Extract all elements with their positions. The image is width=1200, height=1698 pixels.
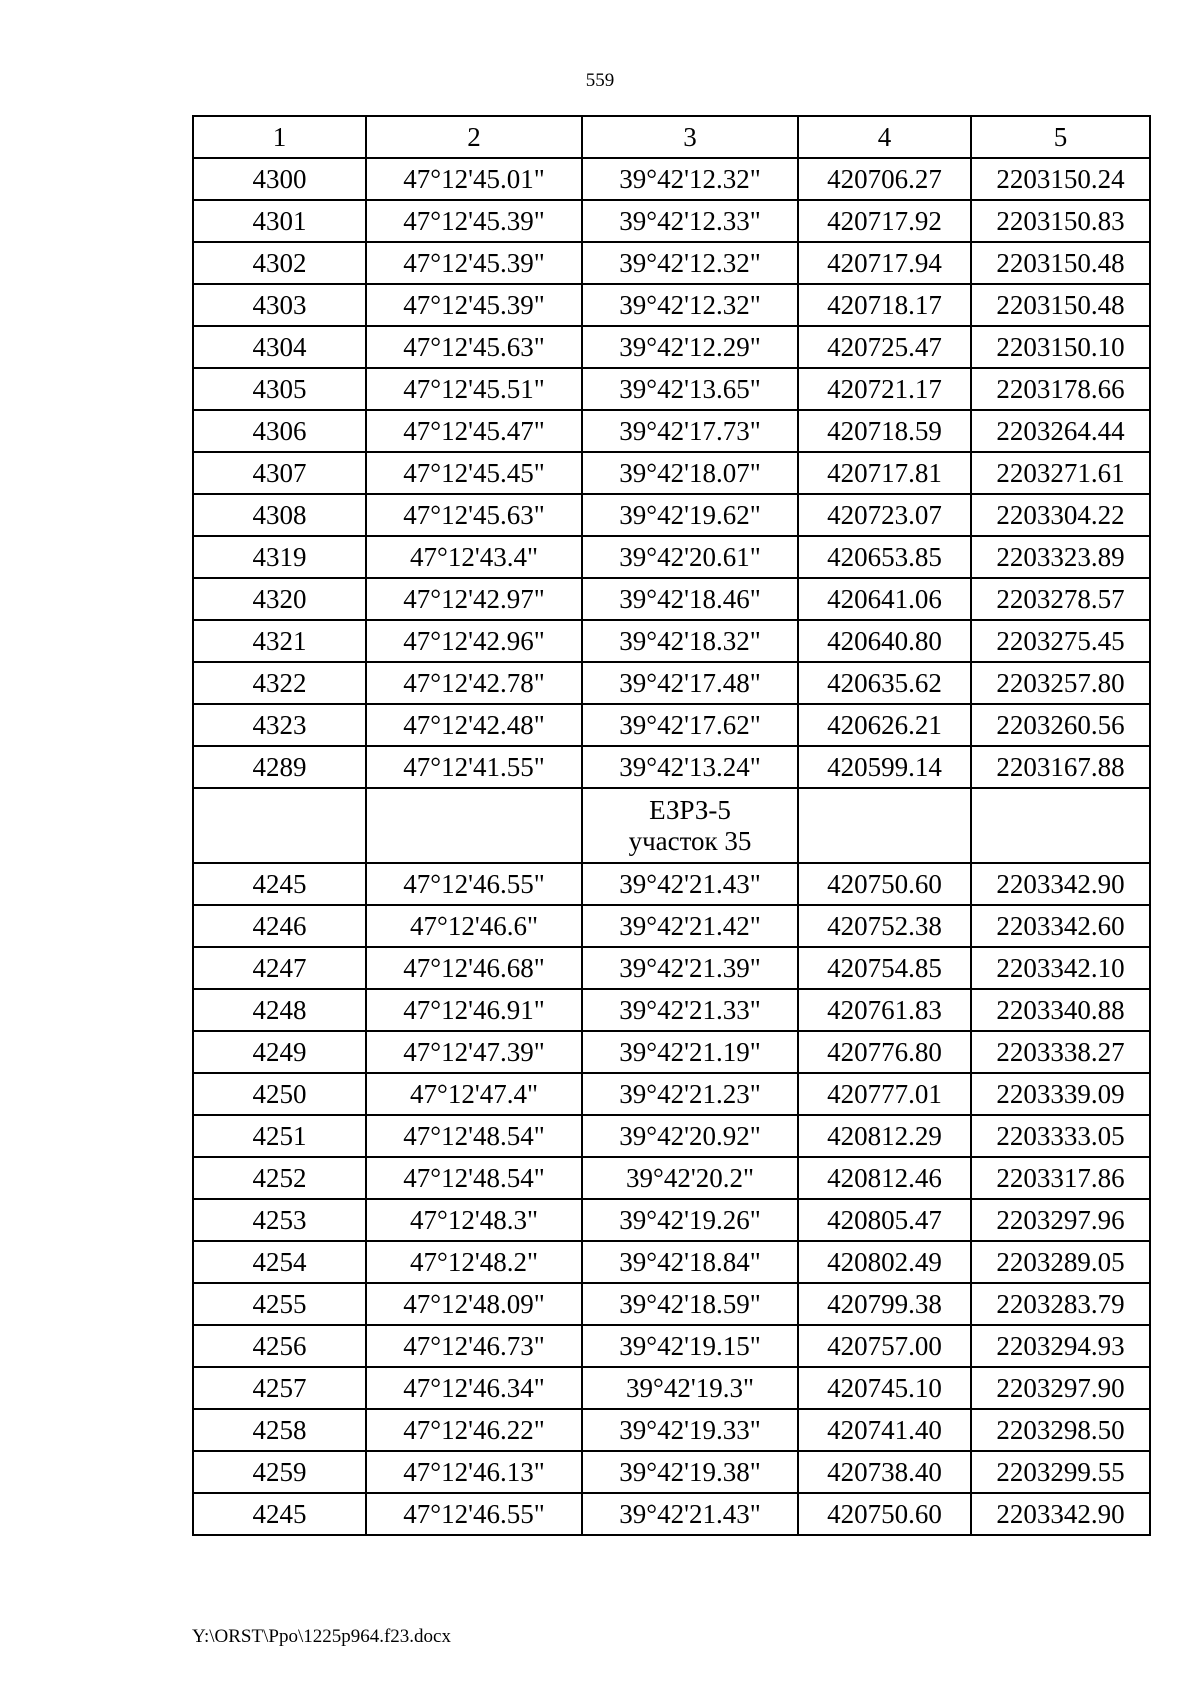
table-cell: 4301 xyxy=(193,200,366,242)
table-cell: 4251 xyxy=(193,1115,366,1157)
table-cell: 47°12'47.4" xyxy=(366,1073,582,1115)
table-cell: 2203150.83 xyxy=(971,200,1150,242)
table-cell: 2203342.60 xyxy=(971,905,1150,947)
table-cell: 420752.38 xyxy=(798,905,971,947)
table-cell: 2203342.90 xyxy=(971,863,1150,905)
table-cell: 2203167.88 xyxy=(971,746,1150,788)
table-cell: 4249 xyxy=(193,1031,366,1073)
table-cell: 420718.59 xyxy=(798,410,971,452)
table-cell: 420717.94 xyxy=(798,242,971,284)
table-cell: 2203299.55 xyxy=(971,1451,1150,1493)
column-header: 3 xyxy=(582,116,798,158)
table-cell: 2203150.48 xyxy=(971,242,1150,284)
table-cell: 47°12'45.63" xyxy=(366,326,582,368)
table-cell: 2203260.56 xyxy=(971,704,1150,746)
table-cell: 4247 xyxy=(193,947,366,989)
table-cell: 2203333.05 xyxy=(971,1115,1150,1157)
table-cell: 2203264.44 xyxy=(971,410,1150,452)
table-cell: 39°42'13.24" xyxy=(582,746,798,788)
table-cell: 2203178.66 xyxy=(971,368,1150,410)
table-cell: 4306 xyxy=(193,410,366,452)
table-row xyxy=(193,368,1150,410)
table-row xyxy=(193,1241,1150,1283)
table-cell: 47°12'47.39" xyxy=(366,1031,582,1073)
table-cell: 39°42'17.73" xyxy=(582,410,798,452)
table-cell: 47°12'45.45" xyxy=(366,452,582,494)
section-zone-label: ЕЗРЗ-5 xyxy=(649,794,731,825)
table-cell: 39°42'12.32" xyxy=(582,284,798,326)
table-cell: 4250 xyxy=(193,1073,366,1115)
table-cell: 420641.06 xyxy=(798,578,971,620)
table-cell: 420777.01 xyxy=(798,1073,971,1115)
table-cell: 420725.47 xyxy=(798,326,971,368)
table-cell: 420717.81 xyxy=(798,452,971,494)
coordinates-table xyxy=(192,115,1151,1536)
table-cell: 39°42'20.61" xyxy=(582,536,798,578)
table-cell: 47°12'43.4" xyxy=(366,536,582,578)
table-cell: 420750.60 xyxy=(798,863,971,905)
table-row xyxy=(193,989,1150,1031)
table-cell: 39°42'18.59" xyxy=(582,1283,798,1325)
table-cell: 39°42'18.84" xyxy=(582,1241,798,1283)
table-cell: 420599.14 xyxy=(798,746,971,788)
page-number: 559 xyxy=(585,70,615,91)
table-row xyxy=(193,1493,1150,1535)
section-row xyxy=(193,788,1150,863)
table-cell: 47°12'48.54" xyxy=(366,1115,582,1157)
table-cell: 2203342.90 xyxy=(971,1493,1150,1535)
table-cell: 39°42'18.32" xyxy=(582,620,798,662)
table-cell: 2203257.80 xyxy=(971,662,1150,704)
table-cell xyxy=(366,788,582,863)
table-cell: 47°12'46.6" xyxy=(366,905,582,947)
table-cell: 2203339.09 xyxy=(971,1073,1150,1115)
table-cell: 47°12'46.73" xyxy=(366,1325,582,1367)
table-row xyxy=(193,1283,1150,1325)
table-cell: 4254 xyxy=(193,1241,366,1283)
table-row xyxy=(193,452,1150,494)
table-cell: 39°42'21.33" xyxy=(582,989,798,1031)
table-cell: 47°12'45.39" xyxy=(366,242,582,284)
table-cell: 4322 xyxy=(193,662,366,704)
table-cell: 4246 xyxy=(193,905,366,947)
table-cell: 39°42'18.07" xyxy=(582,452,798,494)
table-cell: 39°42'20.92" xyxy=(582,1115,798,1157)
table-cell: 47°12'42.78" xyxy=(366,662,582,704)
table-cell: 2203317.86 xyxy=(971,1157,1150,1199)
table-cell: 420640.80 xyxy=(798,620,971,662)
table-cell: 39°42'19.38" xyxy=(582,1451,798,1493)
table-cell: 4253 xyxy=(193,1199,366,1241)
table-cell: 39°42'19.62" xyxy=(582,494,798,536)
table-row xyxy=(193,326,1150,368)
table-cell: 4259 xyxy=(193,1451,366,1493)
table-cell: 420723.07 xyxy=(798,494,971,536)
table-row xyxy=(193,905,1150,947)
table-row xyxy=(193,1199,1150,1241)
table-cell: 420738.40 xyxy=(798,1451,971,1493)
table-cell: 2203342.10 xyxy=(971,947,1150,989)
column-header: 1 xyxy=(193,116,366,158)
table-cell: 47°12'46.22" xyxy=(366,1409,582,1451)
table-cell: 47°12'46.55" xyxy=(366,863,582,905)
table-cell: 47°12'45.47" xyxy=(366,410,582,452)
table-row xyxy=(193,536,1150,578)
table-cell: 39°42'21.43" xyxy=(582,863,798,905)
table-body-bottom xyxy=(193,863,1150,1535)
table-cell: 2203150.24 xyxy=(971,158,1150,200)
table-cell: 39°42'12.33" xyxy=(582,200,798,242)
table-row xyxy=(193,863,1150,905)
table-row xyxy=(193,1073,1150,1115)
table-row xyxy=(193,1409,1150,1451)
table-cell: 4258 xyxy=(193,1409,366,1451)
table-cell: 420802.49 xyxy=(798,1241,971,1283)
table-cell: 4305 xyxy=(193,368,366,410)
table-cell: 39°42'21.39" xyxy=(582,947,798,989)
table-row xyxy=(193,200,1150,242)
table-cell: 420626.21 xyxy=(798,704,971,746)
table-cell: 39°42'21.19" xyxy=(582,1031,798,1073)
table-cell: 47°12'48.2" xyxy=(366,1241,582,1283)
table-cell: 39°42'12.32" xyxy=(582,158,798,200)
table-row xyxy=(193,704,1150,746)
table-cell: 39°42'18.46" xyxy=(582,578,798,620)
table-cell: 420812.46 xyxy=(798,1157,971,1199)
table-cell: 2203340.88 xyxy=(971,989,1150,1031)
table-cell: 39°42'12.29" xyxy=(582,326,798,368)
table-cell: 4256 xyxy=(193,1325,366,1367)
table-cell: 420718.17 xyxy=(798,284,971,326)
table-row xyxy=(193,1115,1150,1157)
table-cell: 2203304.22 xyxy=(971,494,1150,536)
table-row xyxy=(193,1325,1150,1367)
table-cell: 39°42'19.3" xyxy=(582,1367,798,1409)
table-cell: 2203150.10 xyxy=(971,326,1150,368)
table-row xyxy=(193,947,1150,989)
table-cell: 4245 xyxy=(193,863,366,905)
table-row xyxy=(193,578,1150,620)
table-row xyxy=(193,746,1150,788)
table-body-top xyxy=(193,158,1150,788)
table-row xyxy=(193,284,1150,326)
table-cell: 420799.38 xyxy=(798,1283,971,1325)
table-cell: 2203323.89 xyxy=(971,536,1150,578)
table-cell: 420776.80 xyxy=(798,1031,971,1073)
table-cell: 420750.60 xyxy=(798,1493,971,1535)
section-title-cell xyxy=(582,788,798,863)
table-cell: 420635.62 xyxy=(798,662,971,704)
table-row xyxy=(193,1031,1150,1073)
column-header: 2 xyxy=(366,116,582,158)
table-cell: 47°12'46.55" xyxy=(366,1493,582,1535)
table-cell: 420741.40 xyxy=(798,1409,971,1451)
table-cell: 4289 xyxy=(193,746,366,788)
table-cell: 4308 xyxy=(193,494,366,536)
table-section xyxy=(193,788,1150,863)
table-cell: 39°42'20.2" xyxy=(582,1157,798,1199)
table-cell: 47°12'42.48" xyxy=(366,704,582,746)
table-cell xyxy=(798,788,971,863)
table-cell: 4303 xyxy=(193,284,366,326)
table-cell: 47°12'48.3" xyxy=(366,1199,582,1241)
table-cell: 420717.92 xyxy=(798,200,971,242)
footer-file-path: Y:\ORST\Ppo\1225p964.f23.docx xyxy=(192,1626,451,1647)
table-cell: 39°42'13.65" xyxy=(582,368,798,410)
table-cell: 2203298.50 xyxy=(971,1409,1150,1451)
table-cell: 4245 xyxy=(193,1493,366,1535)
table-cell: 2203297.96 xyxy=(971,1199,1150,1241)
table-cell: 2203278.57 xyxy=(971,578,1150,620)
table-cell: 39°42'19.33" xyxy=(582,1409,798,1451)
table-cell: 47°12'48.09" xyxy=(366,1283,582,1325)
table-row xyxy=(193,662,1150,704)
table-header-row xyxy=(193,116,1150,158)
table-cell: 47°12'46.34" xyxy=(366,1367,582,1409)
section-plot-label: участок 35 xyxy=(628,825,752,856)
table-cell: 39°42'21.43" xyxy=(582,1493,798,1535)
table-cell: 39°42'21.42" xyxy=(582,905,798,947)
column-header: 5 xyxy=(971,116,1150,158)
table-cell: 420706.27 xyxy=(798,158,971,200)
table-cell: 39°42'12.32" xyxy=(582,242,798,284)
column-header: 4 xyxy=(798,116,971,158)
table-row xyxy=(193,410,1150,452)
table-cell: 420653.85 xyxy=(798,536,971,578)
table-cell: 4304 xyxy=(193,326,366,368)
table-cell xyxy=(971,788,1150,863)
table-cell: 2203150.48 xyxy=(971,284,1150,326)
table-cell: 47°12'45.51" xyxy=(366,368,582,410)
table-cell: 420754.85 xyxy=(798,947,971,989)
table-cell: 2203338.27 xyxy=(971,1031,1150,1073)
table-cell: 2203294.93 xyxy=(971,1325,1150,1367)
table-cell: 47°12'42.97" xyxy=(366,578,582,620)
table-cell: 39°42'17.48" xyxy=(582,662,798,704)
table-cell: 2203271.61 xyxy=(971,452,1150,494)
table-cell: 420757.00 xyxy=(798,1325,971,1367)
table-cell: 420721.17 xyxy=(798,368,971,410)
table-cell: 47°12'45.63" xyxy=(366,494,582,536)
table-cell: 47°12'46.91" xyxy=(366,989,582,1031)
table-cell: 2203297.90 xyxy=(971,1367,1150,1409)
table-cell: 420761.83 xyxy=(798,989,971,1031)
table-cell: 4320 xyxy=(193,578,366,620)
table-cell: 4321 xyxy=(193,620,366,662)
table-cell: 47°12'48.54" xyxy=(366,1157,582,1199)
table-cell: 420812.29 xyxy=(798,1115,971,1157)
table-cell: 2203289.05 xyxy=(971,1241,1150,1283)
table-cell: 39°42'19.15" xyxy=(582,1325,798,1367)
table-cell: 4252 xyxy=(193,1157,366,1199)
table-cell: 4255 xyxy=(193,1283,366,1325)
table-cell: 2203275.45 xyxy=(971,620,1150,662)
table-row xyxy=(193,158,1150,200)
table-cell: 4302 xyxy=(193,242,366,284)
table-row xyxy=(193,494,1150,536)
table-cell: 47°12'41.55" xyxy=(366,746,582,788)
table-cell: 2203283.79 xyxy=(971,1283,1150,1325)
table-cell: 4319 xyxy=(193,536,366,578)
table-cell xyxy=(193,788,366,863)
table-cell: 420745.10 xyxy=(798,1367,971,1409)
table-row xyxy=(193,242,1150,284)
table-cell: 4300 xyxy=(193,158,366,200)
table-cell: 47°12'46.68" xyxy=(366,947,582,989)
table-cell: 420805.47 xyxy=(798,1199,971,1241)
table-cell: 39°42'17.62" xyxy=(582,704,798,746)
table-cell: 47°12'46.13" xyxy=(366,1451,582,1493)
table-row xyxy=(193,1157,1150,1199)
table-cell: 4248 xyxy=(193,989,366,1031)
table-cell: 39°42'21.23" xyxy=(582,1073,798,1115)
table-cell: 47°12'45.39" xyxy=(366,284,582,326)
table-cell: 4323 xyxy=(193,704,366,746)
table-cell: 47°12'42.96" xyxy=(366,620,582,662)
table-cell: 4257 xyxy=(193,1367,366,1409)
table-row xyxy=(193,620,1150,662)
table-row xyxy=(193,1367,1150,1409)
table-cell: 47°12'45.01" xyxy=(366,158,582,200)
table-cell: 47°12'45.39" xyxy=(366,200,582,242)
table-row xyxy=(193,1451,1150,1493)
table-cell: 4307 xyxy=(193,452,366,494)
table-cell: 39°42'19.26" xyxy=(582,1199,798,1241)
